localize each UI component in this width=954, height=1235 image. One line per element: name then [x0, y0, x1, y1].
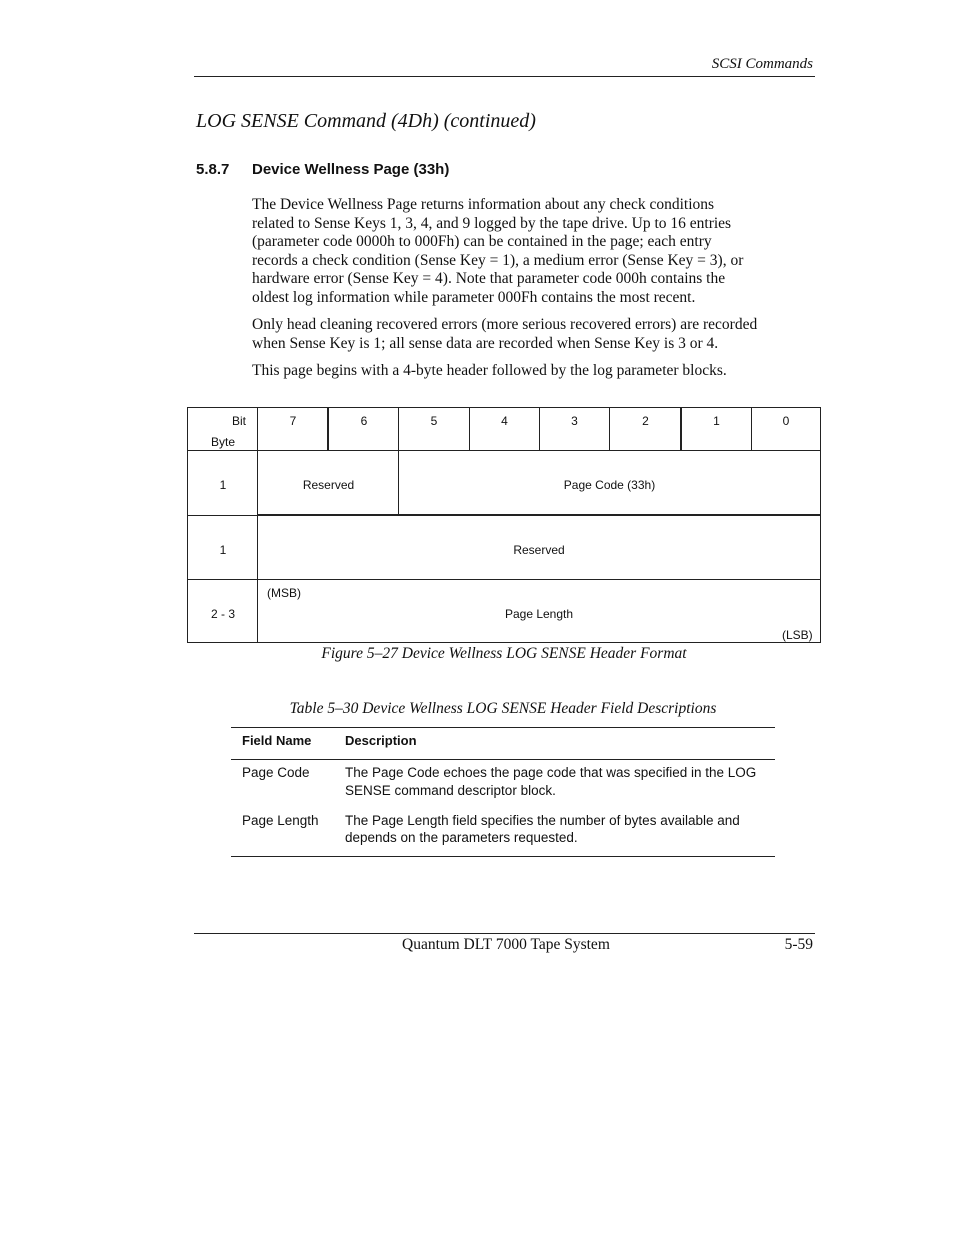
section-number: 5.8.7 [196, 161, 230, 178]
bit-number: 6 [360, 414, 368, 428]
table-caption: Table 5–30 Device Wellness LOG SENSE Header Field Descriptions [289, 700, 717, 717]
paragraph-line: (parameter code 0000h to 000Fh) can be contained in the page; each entry [252, 233, 712, 251]
paragraph-line: oldest log information while parameter 000Fh contains the most recent. [252, 288, 696, 306]
running-header: SCSI Commands [711, 56, 813, 72]
paragraph-line: hardware error (Sense Key = 4). Note that parameter code 000h contains the [252, 270, 726, 288]
byte-label: Byte [211, 435, 236, 449]
bit-number: 3 [571, 414, 578, 428]
header-rule [194, 76, 815, 77]
paragraph-line: Only head cleaning recovered errors (more serious recovered errors) are recorded [252, 316, 758, 333]
page-code-field: Page Code (33h) [563, 478, 656, 492]
byte-number: 1 [219, 543, 227, 557]
table-rule [231, 759, 775, 760]
grid-line [258, 514, 820, 516]
bit-number: 2 [642, 414, 649, 428]
msb-marker: (MSB) [267, 586, 301, 600]
paragraph-2 [252, 316, 818, 353]
paragraph-1 [252, 196, 818, 308]
bit-label: Bit [232, 414, 247, 428]
figure-caption: Figure 5–27 Device Wellness LOG SENSE Header Format [321, 645, 687, 662]
field-name-cell: Page Code [242, 765, 310, 780]
page-length-field: Page Length [504, 607, 574, 621]
description-line: SENSE command descriptor block. [345, 783, 556, 798]
footer-title: Quantum DLT 7000 Tape System [402, 936, 610, 953]
grid-line [188, 515, 258, 516]
page-title: LOG SENSE Command (4Dh) (continued) [196, 110, 536, 132]
field-name-cell: Page Length [242, 813, 319, 828]
column-header-description: Description [345, 733, 417, 748]
grid-line [188, 450, 820, 451]
paragraph-line: related to Sense Keys 1, 3, 4, and 9 logged by the tape drive. Up to 16 entries [252, 214, 732, 232]
reserved-field: Reserved [302, 478, 355, 492]
paragraph-3 [252, 362, 818, 381]
bit-number: 5 [430, 414, 438, 428]
section-title: Device Wellness Page (33h) [252, 161, 450, 178]
section-heading [196, 161, 449, 178]
description-line: The Page Length field specifies the number of bytes available and [345, 813, 740, 828]
header-format-table [187, 407, 821, 643]
table-rule [231, 856, 775, 857]
byte-number: 2 - 3 [210, 607, 235, 621]
bit-number: 1 [713, 414, 720, 428]
paragraph-line: when Sense Key is 1; all sense data are recorded when Sense Key is 3 or 4. [252, 334, 719, 352]
description-line: The Page Code echoes the page code that was specified in the LOG [345, 765, 757, 780]
paragraph-line: The Device Wellness Page returns information about any check conditions [252, 196, 715, 213]
footer-rule [194, 933, 815, 934]
page-number: 5-59 [784, 936, 813, 953]
column-header-field-name: Field Name [242, 733, 312, 748]
lsb-marker: (LSB) [782, 628, 813, 642]
grid-line [188, 579, 820, 580]
bit-number: 0 [782, 414, 790, 428]
field-description-table [231, 727, 775, 857]
byte-number: 1 [219, 478, 227, 492]
bit-number: 7 [289, 414, 297, 428]
description-line: depends on the parameters requested. [345, 830, 578, 845]
reserved-field: Reserved [513, 543, 565, 557]
table-rule [231, 727, 775, 728]
paragraph-line: records a check condition (Sense Key = 1), a medium error (Sense Key = 3), or [252, 251, 744, 269]
paragraph-line: This page begins with a 4-byte header followed by the log parameter blocks. [252, 362, 727, 379]
bit-number: 4 [501, 414, 508, 428]
